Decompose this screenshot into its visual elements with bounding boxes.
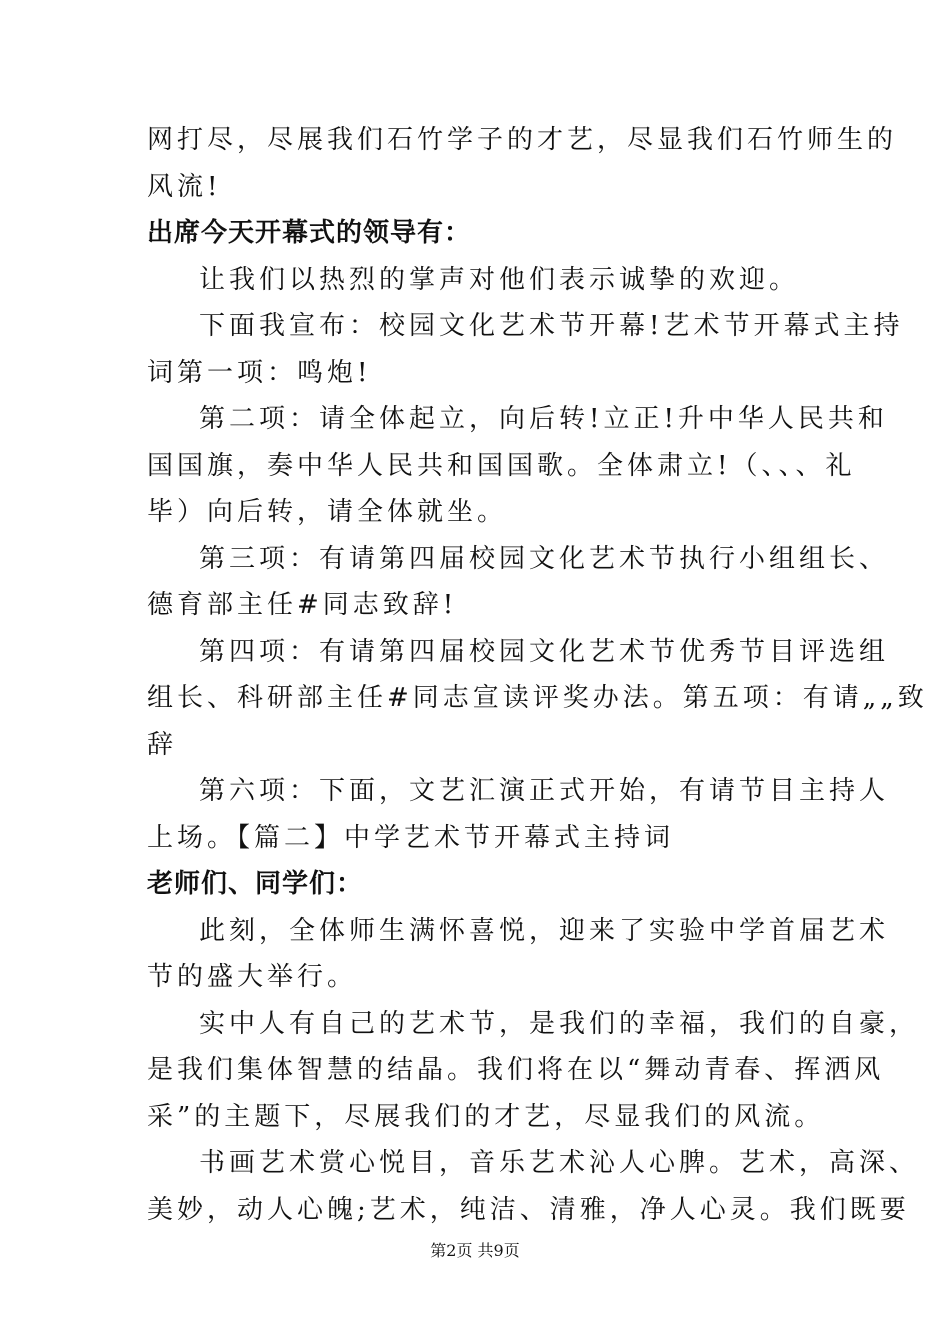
text-line: 风流!	[147, 171, 222, 202]
text-line: 书画艺术赏心悦目，音乐艺术沁人心脾。艺术，高深、	[199, 1148, 920, 1178]
text-line: 德育部主任#同志致辞!	[147, 590, 458, 620]
text-line: 网打尽，尽展我们石竹学子的才艺，尽显我们石竹师生的	[147, 125, 898, 155]
text-line: 采”的主题下，尽展我们的才艺，尽显我们的风流。	[147, 1101, 825, 1132]
text-line: 上场。【篇二】中学艺术节开幕式主持词	[147, 822, 675, 853]
text-line: 毕）向后转，请全体就坐。	[147, 497, 508, 527]
section-heading: 出席今天开幕式的领导有：	[147, 218, 472, 248]
text-line: 组长、科研部主任#同志宣读评奖办法。第五项：有请„„致	[147, 683, 928, 713]
page-footer: 第2页 共9页	[430, 1241, 520, 1260]
text-line: 词第一项：鸣炮!	[147, 357, 372, 388]
text-line: 第六项：下面，文艺汇演正式开始，有请节目主持人	[199, 776, 890, 806]
text-line: 第三项：有请第四届校园文化艺术节执行小组组长、	[199, 543, 890, 574]
text-line: 实中人有自己的艺术节，是我们的幸福，我们的自豪，	[199, 1008, 920, 1039]
text-line: 第四项：有请第四届校园文化艺术节优秀节目评选组	[199, 636, 890, 667]
text-line: 辞	[147, 729, 178, 760]
text-line: 节的盛大举行。	[147, 962, 358, 992]
text-line: 让我们以热烈的掌声对他们表示诚挚的欢迎。	[199, 264, 800, 295]
text-line: 美妙，动人心魄;艺术，纯洁、清雅，净人心灵。我们既要	[147, 1194, 910, 1225]
document-body	[147, 117, 928, 1233]
text-line: 是我们集体智慧的结晶。我们将在以“舞动青春、挥洒风	[147, 1055, 885, 1085]
text-line: 下面我宣布：校园文化艺术节开幕!艺术节开幕式主持	[199, 311, 904, 341]
text-line: 此刻，全体师生满怀喜悦，迎来了实验中学首届艺术	[199, 915, 890, 946]
text-line: 第二项：请全体起立，向后转!立正!升中华人民共和	[199, 404, 888, 434]
section-heading: 老师们、同学们：	[147, 869, 364, 899]
text-line: 国国旗，奏中华人民共和国国歌。全体肃立!（、、、礼	[147, 450, 856, 481]
